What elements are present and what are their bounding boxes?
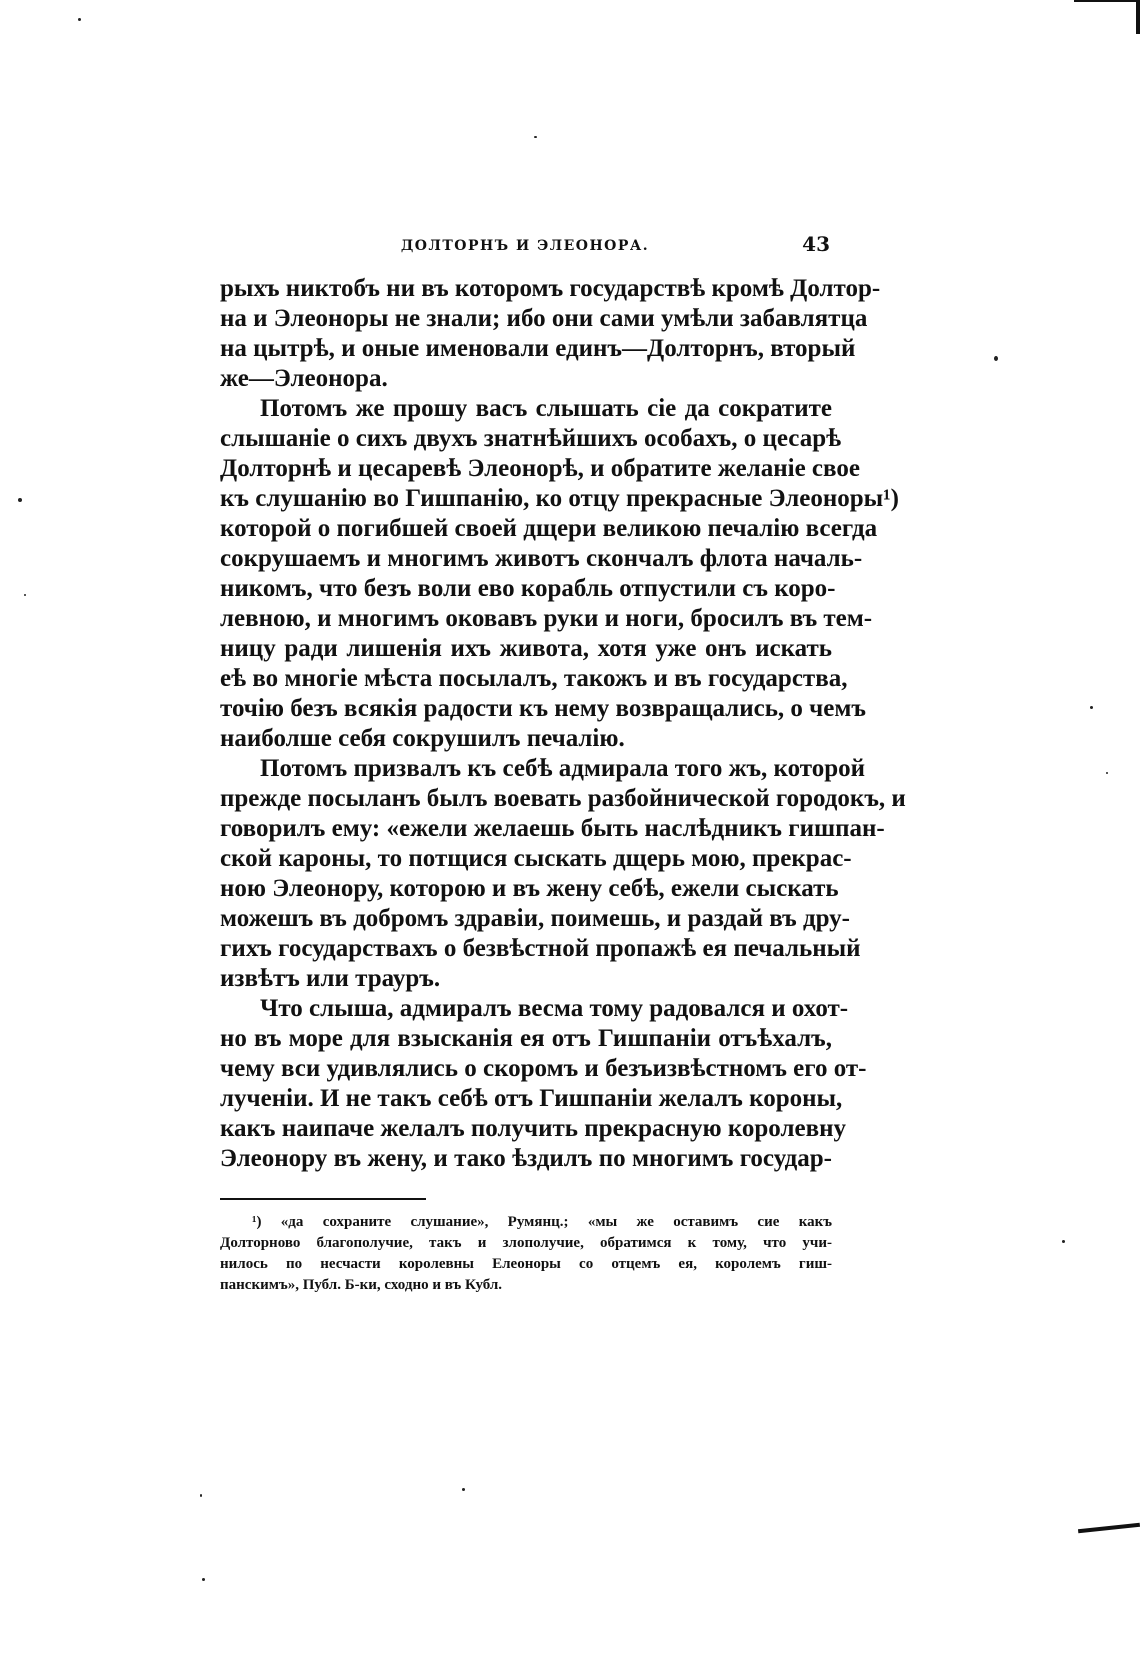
body-line: ницу ради лишенія ихъ живота, хотя уже онъ искать — [220, 635, 832, 662]
body-line: можешъ въ добромъ здравіи, поимешь, и раздай въ дру- — [220, 905, 850, 932]
body-line: рыхъ никтобъ ни въ которомъ государствѣ кромѣ Долтор- — [220, 275, 881, 302]
body-text — [220, 274, 906, 1174]
body-line: сокрушаемъ и многимъ животъ скончалъ флота началь- — [220, 545, 863, 572]
scan-speck — [462, 1488, 465, 1491]
footnote — [220, 1212, 832, 1296]
scan-edge-mark — [1078, 1523, 1140, 1533]
body-line: ской кароны, то потщися сыскать дщерь мою, прекрас- — [220, 845, 852, 872]
scan-edge-mark — [1074, 0, 1140, 2]
body-line: къ слушанію во Гишпанію, ко отцу прекрасные Элеоноры¹) — [220, 485, 899, 512]
scan-speck — [994, 356, 998, 361]
page-number: 43 — [802, 232, 830, 256]
scan-speck — [1106, 772, 1108, 774]
footnote-line: нилось по несчасти королевны Елеоноры со отцемъ ея, королемъ гиш- — [220, 1256, 832, 1272]
body-line: которой о погибшей своей дщери великою печалію всегда — [220, 515, 878, 542]
body-line: Элеонору въ жену, и тако ѣздилъ по многимъ государ- — [220, 1145, 832, 1172]
scan-speck — [18, 498, 22, 502]
scan-speck — [24, 594, 26, 596]
page-header — [220, 232, 830, 260]
body-line: Потомъ же прошу васъ слышать сіе да сократите — [260, 395, 832, 422]
scan-speck — [200, 1494, 202, 1497]
body-line: на цытрѣ, и оные именовали единъ—Долторнъ, вторый — [220, 335, 856, 362]
scan-speck — [1090, 706, 1093, 709]
body-line: Что слыша, адмиралъ весма тому радовался и охот- — [260, 995, 849, 1022]
body-line: же—Элеонора. — [220, 365, 388, 392]
body-line: Долторнѣ и цесаревѣ Элеонорѣ, и обратите желаніе свое — [220, 455, 860, 482]
body-line: но въ море для взысканія ея отъ Гишпаніи отъѣхалъ, — [220, 1025, 832, 1052]
scan-edge-mark — [1136, 0, 1140, 34]
body-line: говорилъ ему: «ежели желаешь быть наслѣдникъ гишпан- — [220, 815, 885, 842]
footnote-line: ¹) «да сохраните слушание», Румянц.; «мы же оставимъ сие какъ — [252, 1214, 832, 1230]
body-line: прежде посыланъ былъ воевать разбойнической городокъ, и — [220, 785, 906, 812]
body-line: еѣ во многіе мѣста посылалъ, такожъ и въ государства, — [220, 665, 848, 692]
scan-speck — [534, 136, 537, 138]
scan-speck — [1062, 1240, 1065, 1243]
body-line: чему вси удивлялись о скоромъ и безъизвѣстномъ его от- — [220, 1055, 867, 1082]
body-line: ною Элеонору, которою и въ жену себѣ, ежели сыскать — [220, 875, 839, 902]
body-line: левною, и многимъ оковавъ руки и ноги, бросилъ въ тем- — [220, 605, 873, 632]
body-line: извѣтъ или трауръ. — [220, 965, 441, 992]
footnote-line: панскимъ», Публ. Б-ки, сходно и въ Кубл. — [220, 1277, 503, 1293]
footnote-line: Долторново благополучие, такъ и злополучие, обратимся к тому, что учи- — [220, 1235, 832, 1251]
scan-speck — [202, 1578, 205, 1581]
scan-speck — [78, 18, 81, 21]
body-line: Потомъ призвалъ къ себѣ адмирала того жъ, которой — [260, 755, 866, 782]
body-line: слышаніе о сихъ двухъ знатнѣйшихъ особахъ, о цесарѣ — [220, 425, 842, 452]
body-line: точію безъ всякія радости къ нему возвращались, о чемъ — [220, 695, 866, 722]
body-line: лученіи. И не такъ себѣ отъ Гишпаніи желалъ короны, — [220, 1085, 843, 1112]
body-line: наиболше себя сокрушилъ печалію. — [220, 725, 625, 752]
body-line: гихъ государствахъ о безвѣстной пропажѣ ея печальный — [220, 935, 861, 962]
body-line: на и Элеоноры не знали; ибо они сами умѣли забавлятца — [220, 305, 868, 332]
footnote-rule — [220, 1198, 426, 1200]
running-title: ДОЛТОРНЪ И ЭЛЕОНОРА. — [400, 238, 650, 254]
body-line: какъ наипаче желалъ получить прекрасную королевну — [220, 1115, 847, 1142]
body-line: никомъ, что безъ воли ево корабль отпустили съ коро- — [220, 575, 836, 602]
